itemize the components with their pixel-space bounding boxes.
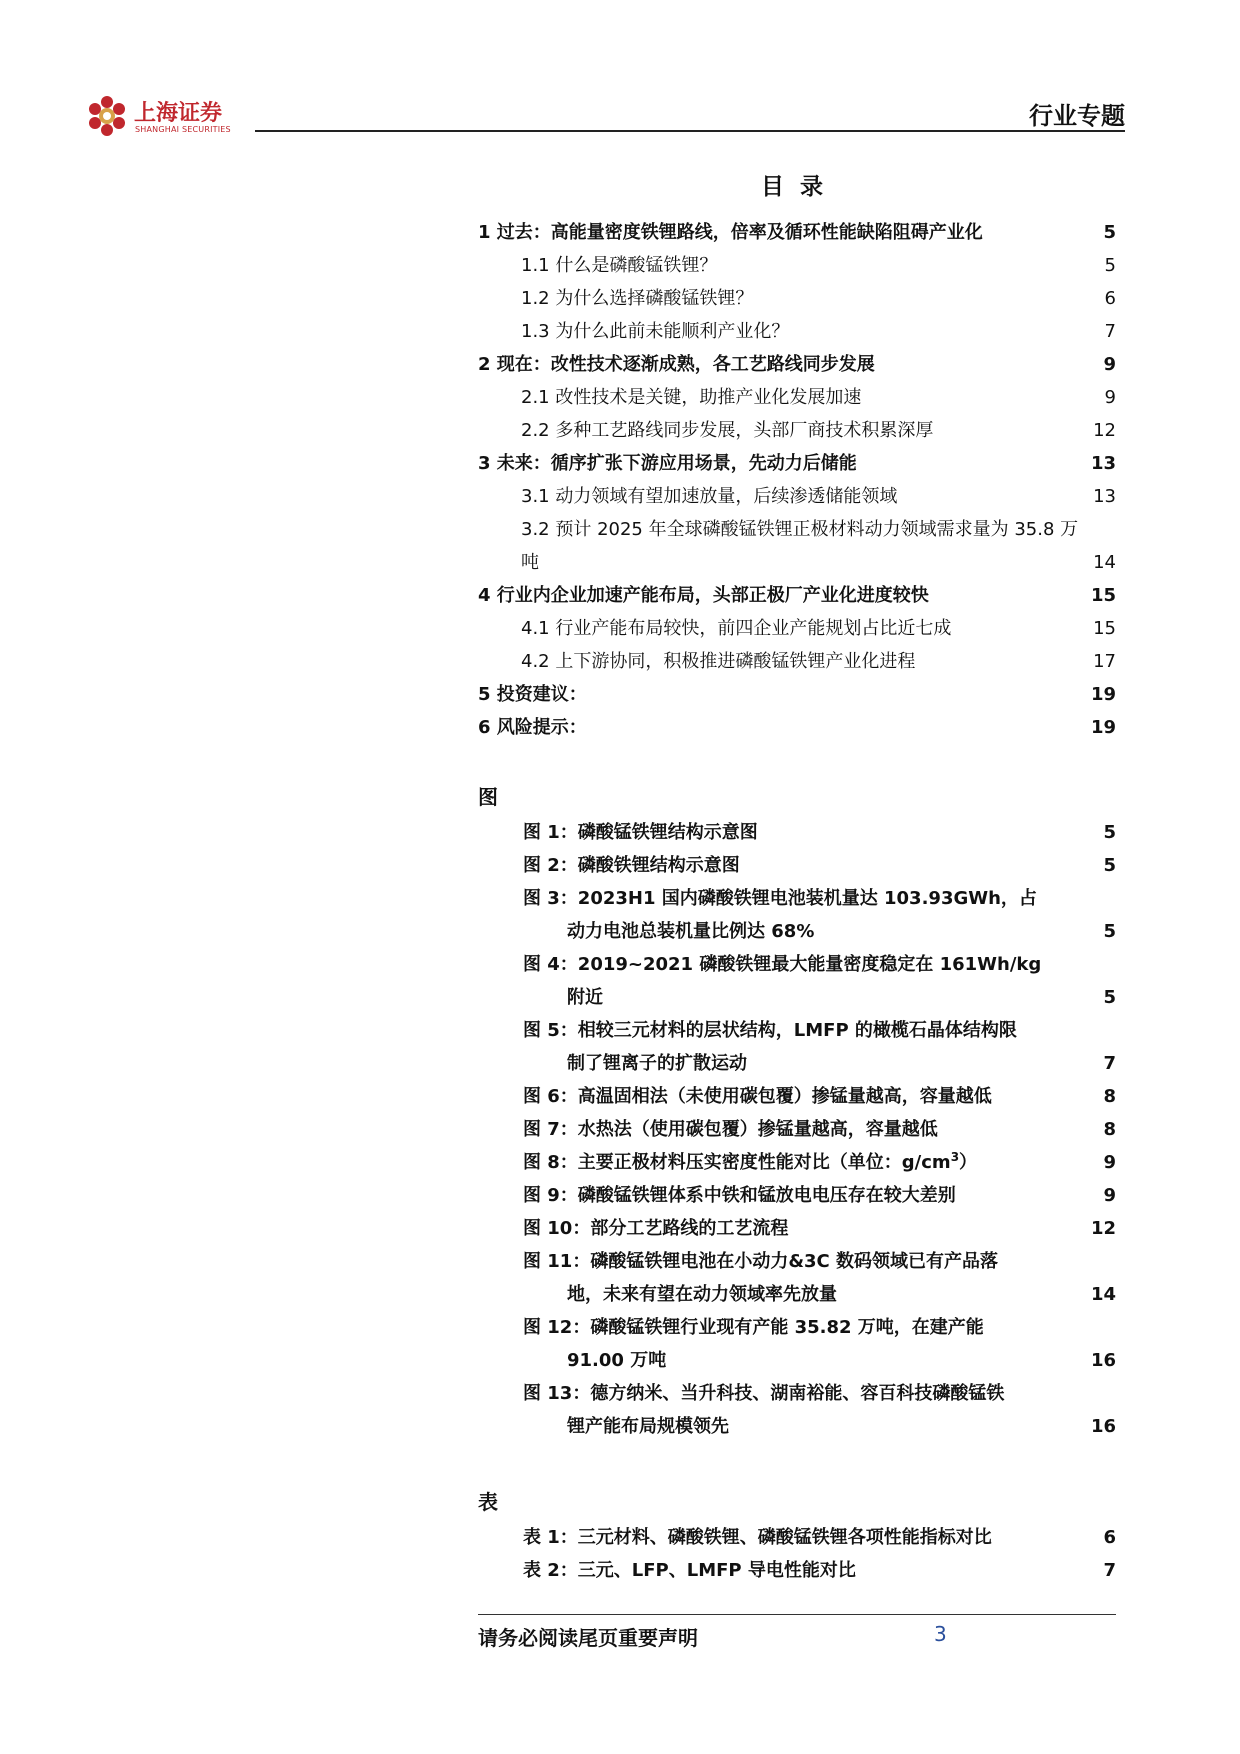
toc-entry[interactable]: 1 过去：高能量密度铁锂路线，倍率及循环性能缺陷阻碍产业化 5 — [478, 222, 1116, 243]
disclaimer-notice: 请务必阅读尾页重要声明 — [478, 1626, 698, 1650]
toc-entry[interactable]: 4 行业内企业加速产能布局，头部正极厂产业化进度较快 15 — [478, 585, 1116, 606]
figure-entry[interactable]: 图 12：磷酸锰铁锂行业现有产能 35.82 万吨，在建产能 91.00 万吨 16 — [523, 1317, 1116, 1371]
toc-entry[interactable]: 3.1 动力领域有望加速放量，后续渗透储能领域 13 — [521, 486, 1116, 507]
figure-entry[interactable]: 图 3：2023H1 国内磷酸铁锂电池装机量达 103.93GWh，占 动力电池总装机量比例达 68% 5 — [523, 888, 1116, 942]
logo-chinese-name: 上海证券 — [134, 101, 223, 126]
footer-divider — [478, 1614, 1116, 1615]
figure-entry[interactable]: 图 4：2019~2021 磷酸铁锂最大能量密度稳定在 161Wh/kg 附近 5 — [523, 954, 1116, 1008]
figure-entry[interactable]: 图 2：磷酸铁锂结构示意图 5 — [523, 855, 1116, 876]
figure-entry[interactable]: 图 6：高温固相法（未使用碳包覆）掺锰量越高，容量越低 8 — [523, 1086, 1116, 1107]
toc-entry[interactable]: 3 未来：循序扩张下游应用场景，先动力后储能 13 — [478, 453, 1116, 474]
toc-entry[interactable]: 6 风险提示： 19 — [478, 717, 1116, 738]
figure-entry[interactable]: 图 5：相较三元材料的层状结构，LMFP 的橄榄石晶体结构限 制了锂离子的扩散运动 7 — [523, 1020, 1116, 1074]
figure-entry[interactable]: 图 10：部分工艺路线的工艺流程 12 — [523, 1218, 1116, 1239]
figure-entry[interactable]: 图 11：磷酸锰铁锂电池在小动力&3C 数码领域已有产品落 地，未来有望在动力领域率先放量 14 — [523, 1251, 1116, 1305]
toc-entry[interactable]: 1.1 什么是磷酸锰铁锂？ 5 — [521, 255, 1116, 276]
figure-entry[interactable]: 图 13：德方纳米、当升科技、湖南裕能、容百科技磷酸锰铁 锂产能布局规模领先 16 — [523, 1383, 1116, 1437]
toc-entry[interactable]: 1.2 为什么选择磷酸锰铁锂？ 6 — [521, 288, 1116, 309]
header-divider — [255, 130, 1125, 132]
company-logo — [86, 95, 246, 145]
toc-entry[interactable]: 4.2 上下游协同，积极推进磷酸锰铁锂产业化进程 17 — [521, 651, 1116, 672]
toc-entry[interactable]: 5 投资建议： 19 — [478, 684, 1116, 705]
figure-entry[interactable]: 图 1：磷酸锰铁锂结构示意图 5 — [523, 822, 1116, 843]
logo-flower-icon — [86, 95, 128, 137]
toc-entry[interactable]: 2 现在：改性技术逐渐成熟，各工艺路线同步发展 9 — [478, 354, 1116, 375]
contents-area — [478, 216, 1116, 1587]
figure-entry[interactable]: 图 9：磷酸锰铁锂体系中铁和锰放电电压存在较大差别 9 — [523, 1185, 1116, 1206]
table-entry[interactable]: 表 2：三元、LFP、LMFP 导电性能对比 7 — [523, 1560, 1116, 1581]
toc-title: 目录 — [761, 174, 839, 200]
figure-entry[interactable]: 图 7：水热法（使用碳包覆）掺锰量越高，容量越低 8 — [523, 1119, 1116, 1140]
figure-entry[interactable]: 图 8：主要正极材料压实密度性能对比（单位：$g/cm^3$） 9 — [523, 1150, 1116, 1173]
logo-english-name: SHANGHAI SECURITIES — [135, 125, 231, 134]
toc-entry[interactable]: 3.2 预计 2025 年全球磷酸锰铁锂正极材料动力领域需求量为 35.8 万吨 14 — [521, 519, 1116, 573]
page-number: 3 — [934, 1622, 947, 1646]
report-type-title: 行业专题 — [1029, 102, 1125, 130]
toc-entry[interactable]: 2.1 改性技术是关键，助推产业化发展加速 9 — [521, 387, 1116, 408]
figures-heading: 图 — [478, 785, 498, 809]
table-entry[interactable]: 表 1：三元材料、磷酸铁锂、磷酸锰铁锂各项性能指标对比 6 — [523, 1527, 1116, 1548]
toc-entry[interactable]: 1.3 为什么此前未能顺利产业化？ 7 — [521, 321, 1116, 342]
toc-entry[interactable]: 2.2 多种工艺路线同步发展，头部厂商技术积累深厚 12 — [521, 420, 1116, 441]
toc-entry[interactable]: 4.1 行业产能布局较快，前四企业产能规划占比近七成 15 — [521, 618, 1116, 639]
tables-heading: 表 — [478, 1490, 498, 1514]
